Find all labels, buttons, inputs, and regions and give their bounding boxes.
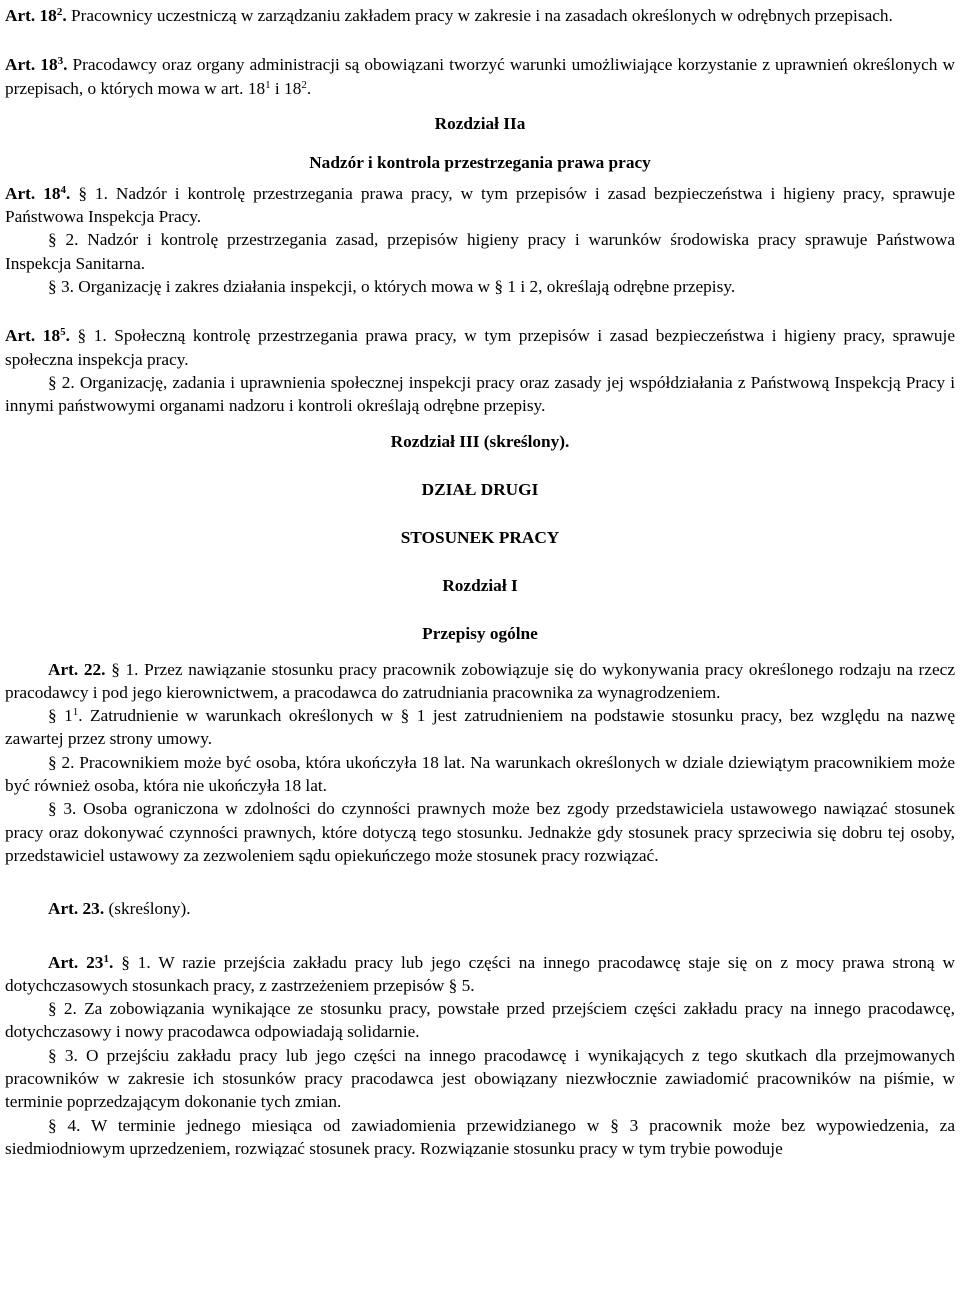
article-label: Art. $18^2$.: [5, 6, 67, 25]
article-label: Art. $18^4$.: [5, 183, 71, 203]
chapter-subtitle: Nadzór i kontrola przestrzegania prawa pracy: [309, 152, 651, 172]
article-label: Art. $18^5$.: [5, 326, 70, 346]
article-18-5: [5, 324, 955, 371]
paragraph: § $1^1$. Zatrudnienie w warunkach określonych w § 1 jest zatrudnieniem na podstawie stosunku pracy, bez względu na nazwę zawartej przez strony umowy.: [5, 706, 955, 749]
chapter-heading: Rozdział I: [442, 575, 518, 595]
paragraph: § 3. O przejściu zakładu pracy lub jego części na innego pracodawcę i wynikających z tego skutkach dla przejmowanych pracowników w zakresie ich stosunków pracy pracodawca jest obowiązany niezwłocznie zawiadomić pracowników na piśmie, w terminie poprzedzającym dokonanie tych zmian.: [5, 1045, 955, 1112]
paragraph: § 2. Organizację, zadania i uprawnienia społecznej inspekcji pracy oraz zasady jej współdziałania z Państwową Inspekcją Pracy i innymi państwowymi organami nadzoru i kontroli określają odrębne przepisy.: [5, 372, 955, 416]
division-heading: DZIAŁ DRUGI: [421, 479, 539, 499]
article-label: Art. 22.: [48, 659, 106, 679]
chapter-heading: Rozdział III (skreślony).: [390, 431, 570, 451]
chapter-title: Przepisy ogólne: [422, 623, 538, 643]
paragraph: § 1. Społeczną kontrolę przestrzegania prawa pracy, w tym przepisów i zasad bezpieczeństwa i higieny pracy, sprawuje społeczna inspekcja pracy.: [5, 326, 956, 369]
paragraph: § 4. W terminie jednego miesiąca od zawiadomienia przewidzianego w § 3 pracownik może bez wypowiedzenia, za siedmiodniowym uprzedzeniem, rozwiązać stosunek pracy. Rozwiązanie stosunku pracy w tym trybie powoduje: [5, 1115, 955, 1158]
article-label: Art. $23^1$.: [48, 952, 114, 972]
division-title: STOSUNEK PRACY: [400, 527, 560, 547]
article-text: Pracownicy uczestniczą w zarządzaniu zakładem pracy w zakresie i na zasadach określonych w odrębnych przepisach.: [66, 6, 893, 25]
paragraph: § 2. Pracownikiem może być osoba, która ukończyła 18 lat. Na warunkach określonych w dziale dziewiątym pracownikiem może być również osoba, która nie ukończyła 18 lat.: [5, 752, 955, 796]
article-18-4: [5, 182, 955, 229]
article-23-1: [5, 951, 955, 998]
paragraph: § 1. Nadzór i kontrolę przestrzegania prawa pracy, w tym przepisów i zasad bezpieczeństwa i higieny pracy, sprawuje Państwowa Inspekcja Pracy.: [5, 183, 955, 227]
article-label: Art. $18^3$.: [5, 55, 68, 75]
paragraph: § 1. W razie przejścia zakładu pracy lub jego części na innego pracodawcę staje się on z mocy prawa stroną w dotychczasowych stosunkach pracy, z zastrzeżeniem przepisów § 5.: [5, 952, 955, 995]
paragraph: § 2. Za zobowiązania wynikające ze stosunku pracy, powstałe przed przejściem części zakładu pracy na innego pracodawcę, dotychczasowy i nowy pracodawca odpowiadają solidarnie.: [5, 999, 955, 1042]
paragraph: § 1. Przez nawiązanie stosunku pracy pracownik zobowiązuje się do wykonywania pracy określonego rodzaju na rzecz pracodawcy i pod jego kierownictwem, a pracodawca do zatrudniania pracownika za wynagrodzeniem.: [5, 659, 955, 702]
article-label: Art. 23.: [48, 899, 105, 919]
article-18-3: Art. $18^3$. Pracodawcy oraz organy administracji są obowiązani tworzyć warunki umożliwiające korzystanie z uprawnień określonych w przepisach, o których mowa w art. $18^1$ i $18^2$.: [5, 55, 955, 98]
paragraph: § 3. Organizację i zakres działania inspekcji, o których mowa w § 1 i 2, określają odrębne przepisy.: [48, 277, 736, 297]
paragraph: § 3. Osoba ograniczona w zdolności do czynności prawnych może bez zgody przedstawiciela ustawowego nawiązać stosunek pracy oraz dokonywać czynności prawnych, które dotyczą tego stosunku. Jednakże gdy stosunek pracy sprzeciwia się dobru tej osoby, przedstawiciel ustawowy za zezwoleniem sądu opiekuńczego może stosunek pracy rozwiązać.: [5, 799, 955, 865]
article-18-2: [5, 4, 955, 27]
article-22: [5, 658, 955, 705]
chapter-heading: Rozdział IIa: [434, 113, 526, 133]
article-23: Art. 23. (skreślony).: [48, 899, 191, 919]
paragraph: § 2. Nadzór i kontrolę przestrzegania zasad, przepisów higieny pracy i warunków środowiska pracy sprawuje Państwowa Inspekcja Sanitarna.: [5, 230, 955, 273]
